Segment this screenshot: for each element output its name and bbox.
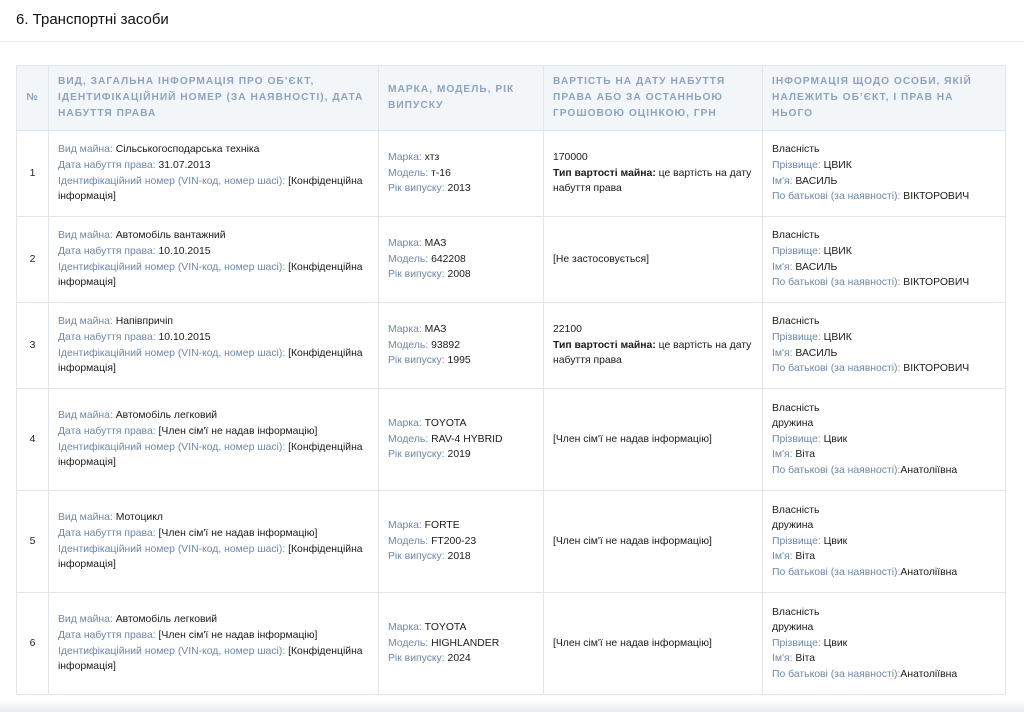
section-title: 6. Транспортні засоби <box>16 11 169 28</box>
model-label: Модель: <box>388 253 429 265</box>
brand-label: Марка: <box>388 152 422 164</box>
row-number: 6 <box>17 593 49 695</box>
value-cell <box>544 491 763 593</box>
vin-value: [Конфіденційна інформація] <box>58 347 363 375</box>
value-cell <box>544 131 763 217</box>
value-type-value: це вартість на дату набуття права <box>553 339 752 367</box>
value-cell <box>544 217 763 303</box>
vin-label: Ідентифікаційний номер (VIN-код, номер шасі): <box>58 441 286 453</box>
type-label: Вид майна: <box>58 512 113 524</box>
vehicles-table <box>16 65 1006 695</box>
person-cell <box>763 217 1006 303</box>
year-value: 2013 <box>447 183 471 195</box>
value-type-value: це вартість на дату набуття права <box>553 167 752 195</box>
patronymic-value: Анатоліївна <box>900 566 958 578</box>
brand-value: FORTE <box>424 520 460 532</box>
header-info: ВИД, ЗАГАЛЬНА ІНФОРМАЦІЯ ПРО ОБ’ЄКТ, ІДЕНТИФІКАЦІЙНИЙ НОМЕР (ЗА НАЯВНОСТІ), ДАТА НАБУТТЯ ПРАВА <box>49 66 379 131</box>
right-type: Власність <box>772 606 820 618</box>
year-label: Рік випуску: <box>388 653 445 665</box>
surname-value: ЦВИК <box>823 245 852 257</box>
name-value: Віта <box>795 551 816 563</box>
year-value: 2024 <box>447 653 471 665</box>
surname-value: ЦВИК <box>823 159 852 171</box>
date-value: [Член сім'ї не надав інформацію] <box>158 629 318 641</box>
type-label: Вид майна: <box>58 316 113 328</box>
value-cell <box>544 303 763 389</box>
name-value: ВАСИЛЬ <box>795 175 838 187</box>
date-label: Дата набуття права: <box>58 425 156 437</box>
patronymic-value: Анатоліївна <box>900 668 958 680</box>
date-value: 10.10.2015 <box>158 245 211 257</box>
name-label: Ім'я: <box>772 653 793 665</box>
date-label: Дата набуття права: <box>58 527 156 539</box>
model-label: Модель: <box>388 339 429 351</box>
vin-label: Ідентифікаційний номер (VIN-код, номер шасі): <box>58 543 286 555</box>
surname-label: Прізвище: <box>772 535 821 547</box>
info-cell <box>49 389 379 491</box>
name-label: Ім'я: <box>772 347 793 359</box>
person-cell <box>763 303 1006 389</box>
date-label: Дата набуття права: <box>58 629 156 641</box>
relation: дружина <box>772 520 814 532</box>
date-value: [Член сім'ї не надав інформацію] <box>158 425 318 437</box>
type-label: Вид майна: <box>58 410 113 422</box>
vin-label: Ідентифікаційний номер (VIN-код, номер шасі): <box>58 261 286 273</box>
year-value: 2008 <box>447 269 471 281</box>
model-cell <box>379 491 544 593</box>
info-cell <box>49 303 379 389</box>
year-label: Рік випуску: <box>388 551 445 563</box>
table-row <box>17 491 1006 593</box>
model-label: Модель: <box>388 433 429 445</box>
surname-value: Цвик <box>823 535 848 547</box>
info-cell <box>49 131 379 217</box>
table-header-row <box>17 66 1006 131</box>
brand-label: Марка: <box>388 622 422 634</box>
brand-value: МАЗ <box>424 324 447 336</box>
year-value: 1995 <box>447 355 471 367</box>
table-row <box>17 593 1006 695</box>
info-cell <box>49 491 379 593</box>
model-cell <box>379 131 544 217</box>
row-number: 3 <box>17 303 49 389</box>
type-label: Вид майна: <box>58 230 113 242</box>
patronymic-label: По батькові (за наявності): <box>772 566 901 578</box>
patronymic-label: По батькові (за наявності): <box>772 464 901 476</box>
brand-label: Марка: <box>388 324 422 336</box>
table-row <box>17 303 1006 389</box>
patronymic-value: ВІКТОРОВИЧ <box>903 277 970 289</box>
value-amount: 22100 <box>553 324 582 336</box>
vin-label: Ідентифікаційний номер (VIN-код, номер шасі): <box>58 645 286 657</box>
model-label: Модель: <box>388 167 429 179</box>
right-type: Власність <box>772 504 820 516</box>
model-value: т-16 <box>431 167 451 179</box>
brand-value: TOYOTA <box>424 418 467 430</box>
model-label: Модель: <box>388 637 429 649</box>
person-cell <box>763 593 1006 695</box>
model-value: 93892 <box>431 339 460 351</box>
year-label: Рік випуску: <box>388 183 445 195</box>
right-type: Власність <box>772 316 820 328</box>
date-label: Дата набуття права: <box>58 159 156 171</box>
year-value: 2019 <box>447 449 471 461</box>
brand-label: Марка: <box>388 238 422 250</box>
model-value: FT200-23 <box>431 535 477 547</box>
vin-value: [Конфіденційна інформація] <box>58 261 363 289</box>
type-value: Сільськогосподарська техніка <box>115 144 260 156</box>
name-label: Ім'я: <box>772 175 793 187</box>
vin-value: [Конфіденційна інформація] <box>58 175 363 203</box>
name-label: Ім'я: <box>772 261 793 273</box>
model-label: Модель: <box>388 535 429 547</box>
value-text: [Член сім'ї не надав інформацію] <box>553 637 712 649</box>
header-person: ІНФОРМАЦІЯ ЩОДО ОСОБИ, ЯКІЙ НАЛЕЖИТЬ ОБ’ЄКТ, І ПРАВ НА НЬОГО <box>763 66 1006 131</box>
surname-label: Прізвище: <box>772 637 821 649</box>
brand-value: хтз <box>424 152 440 164</box>
value-cell <box>544 593 763 695</box>
type-value: Автомобіль вантажний <box>115 230 226 242</box>
value-amount: 170000 <box>553 152 588 164</box>
section-header <box>0 0 1024 42</box>
value-text: [Не застосовується] <box>553 253 649 265</box>
value-text: [Член сім'ї не надав інформацію] <box>553 433 712 445</box>
value-type-label: Тип вартості майна: <box>553 167 656 179</box>
header-value: ВАРТІСТЬ НА ДАТУ НАБУТТЯ ПРАВА АБО ЗА ОСТАННЬОЮ ГРОШОВОЮ ОЦІНКОЮ, ГРН <box>544 66 763 131</box>
value-type-label: Тип вартості майна: <box>553 339 656 351</box>
vin-label: Ідентифікаційний номер (VIN-код, номер шасі): <box>58 347 286 359</box>
date-label: Дата набуття права: <box>58 331 156 343</box>
vehicles-table-container <box>16 65 1005 695</box>
type-value: Напівпричіп <box>115 316 174 328</box>
value-cell <box>544 389 763 491</box>
surname-value: Цвик <box>823 433 848 445</box>
model-value: HIGHLANDER <box>431 637 500 649</box>
type-label: Вид майна: <box>58 144 113 156</box>
right-type: Власність <box>772 144 820 156</box>
type-value: Автомобіль легковий <box>115 410 218 422</box>
patronymic-label: По батькові (за наявності): <box>772 277 901 289</box>
person-cell <box>763 389 1006 491</box>
vin-value: [Конфіденційна інформація] <box>58 441 363 469</box>
table-row <box>17 389 1006 491</box>
surname-value: Цвик <box>823 637 848 649</box>
date-label: Дата набуття права: <box>58 245 156 257</box>
header-model: МАРКА, МОДЕЛЬ, РІК ВИПУСКУ <box>379 66 544 131</box>
person-cell <box>763 491 1006 593</box>
table-row <box>17 217 1006 303</box>
row-number: 2 <box>17 217 49 303</box>
model-value: 642208 <box>431 253 466 265</box>
name-value: ВАСИЛЬ <box>795 347 838 359</box>
year-label: Рік випуску: <box>388 355 445 367</box>
model-cell <box>379 217 544 303</box>
patronymic-label: По батькові (за наявності): <box>772 191 901 203</box>
type-value: Мотоцикл <box>115 512 163 524</box>
value-text: [Член сім'ї не надав інформацію] <box>553 535 712 547</box>
patronymic-value: ВІКТОРОВИЧ <box>903 191 970 203</box>
surname-label: Прізвище: <box>772 331 821 343</box>
name-label: Ім'я: <box>772 449 793 461</box>
vin-value: [Конфіденційна інформація] <box>58 543 363 571</box>
surname-label: Прізвище: <box>772 159 821 171</box>
name-value: ВАСИЛЬ <box>795 261 838 273</box>
right-type: Власність <box>772 230 820 242</box>
right-type: Власність <box>772 402 820 414</box>
info-cell <box>49 593 379 695</box>
type-value: Автомобіль легковий <box>115 614 218 626</box>
row-number: 5 <box>17 491 49 593</box>
name-label: Ім'я: <box>772 551 793 563</box>
bottom-shadow <box>0 700 1024 712</box>
model-cell <box>379 593 544 695</box>
brand-label: Марка: <box>388 418 422 430</box>
vin-value: [Конфіденційна інформація] <box>58 645 363 673</box>
patronymic-value: Анатоліївна <box>900 464 958 476</box>
date-value: 10.10.2015 <box>158 331 211 343</box>
brand-label: Марка: <box>388 520 422 532</box>
surname-label: Прізвище: <box>772 245 821 257</box>
brand-value: TOYOTA <box>424 622 467 634</box>
row-number: 4 <box>17 389 49 491</box>
name-value: Віта <box>795 449 816 461</box>
model-value: RAV-4 HYBRID <box>431 433 503 445</box>
date-value: 31.07.2013 <box>158 159 211 171</box>
surname-value: ЦВИК <box>823 331 852 343</box>
patronymic-value: ВІКТОРОВИЧ <box>903 363 970 375</box>
model-cell <box>379 389 544 491</box>
name-value: Віта <box>795 653 816 665</box>
table-row <box>17 131 1006 217</box>
year-label: Рік випуску: <box>388 449 445 461</box>
type-label: Вид майна: <box>58 614 113 626</box>
person-cell <box>763 131 1006 217</box>
brand-value: МАЗ <box>424 238 447 250</box>
info-cell <box>49 217 379 303</box>
year-value: 2018 <box>447 551 471 563</box>
date-value: [Член сім'ї не надав інформацію] <box>158 527 318 539</box>
model-cell <box>379 303 544 389</box>
year-label: Рік випуску: <box>388 269 445 281</box>
header-num: № <box>17 66 49 131</box>
patronymic-label: По батькові (за наявності): <box>772 363 901 375</box>
row-number: 1 <box>17 131 49 217</box>
relation: дружина <box>772 622 814 634</box>
relation: дружина <box>772 418 814 430</box>
surname-label: Прізвище: <box>772 433 821 445</box>
vin-label: Ідентифікаційний номер (VIN-код, номер шасі): <box>58 175 286 187</box>
patronymic-label: По батькові (за наявності): <box>772 668 901 680</box>
